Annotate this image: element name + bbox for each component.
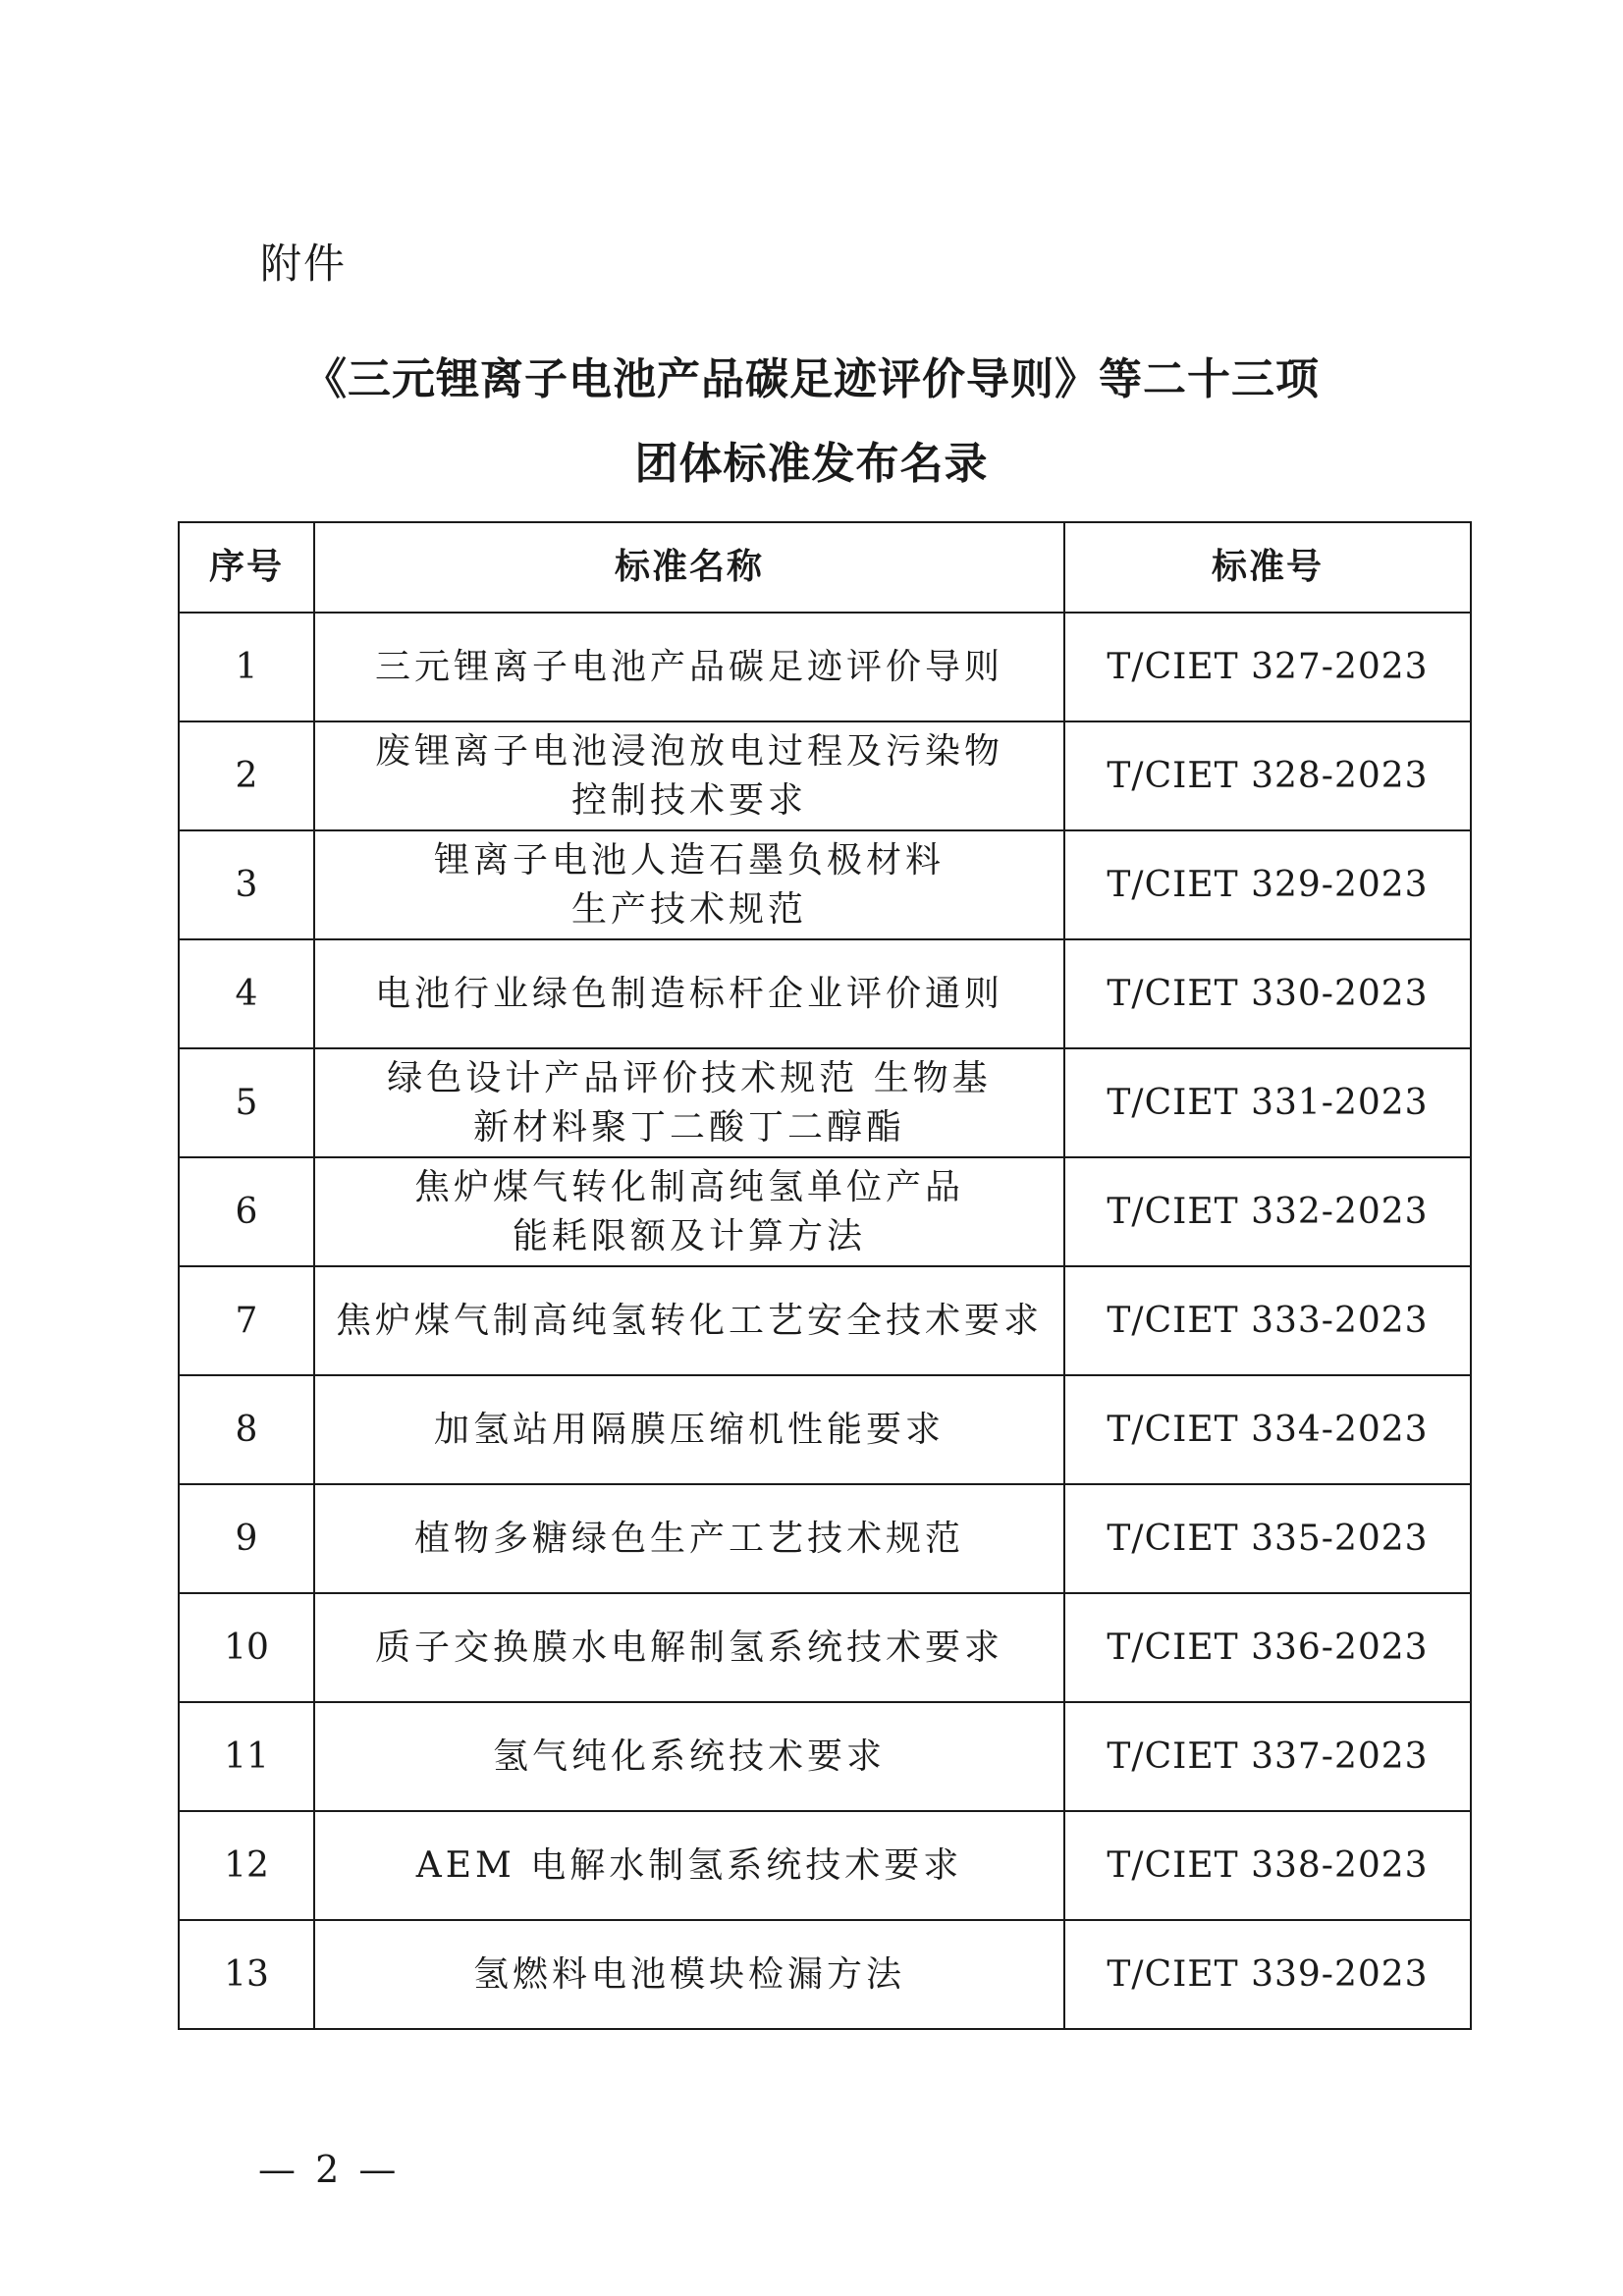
row-standard-name [314, 1484, 1064, 1593]
standard-name-line: 三元锂离子电池产品碳足迹评价导则 [374, 646, 1003, 687]
table-header-row [179, 522, 1471, 613]
row-standard-name [314, 1702, 1064, 1811]
table-row [179, 1157, 1471, 1266]
row-seq-number: 3 [179, 830, 314, 939]
row-seq-number: 8 [179, 1375, 314, 1484]
row-standard-name [314, 1157, 1064, 1266]
table-row [179, 939, 1471, 1048]
standard-name-line: 氢气纯化系统技术要求 [492, 1735, 886, 1777]
row-seq-number: 10 [179, 1593, 314, 1702]
table-row [179, 613, 1471, 721]
standard-name-line: 控制技术要求 [570, 779, 807, 821]
row-standard-name [314, 721, 1064, 830]
row-standard-code: T/CIET 330-2023 [1064, 939, 1471, 1048]
row-standard-code: T/CIET 331-2023 [1064, 1048, 1471, 1157]
row-seq-number: 5 [179, 1048, 314, 1157]
standard-name-line: 氢燃料电池模块检漏方法 [472, 1953, 905, 1995]
standard-name-line: 锂离子电池人造石墨负极材料 [433, 839, 945, 881]
row-seq-number: 9 [179, 1484, 314, 1593]
standard-name-line: 绿色设计产品评价技术规范 生物基 [387, 1057, 992, 1098]
column-header-seq: 序号 [179, 522, 314, 613]
row-seq-number: 12 [179, 1811, 314, 1920]
standard-name-line: 植物多糖绿色生产工艺技术规范 [413, 1518, 964, 1559]
row-seq-number: 1 [179, 613, 314, 721]
row-standard-name [314, 1266, 1064, 1375]
row-standard-code: T/CIET 335-2023 [1064, 1484, 1471, 1593]
row-seq-number: 2 [179, 721, 314, 830]
standards-table [178, 521, 1472, 2030]
column-header-name: 标准名称 [314, 522, 1064, 613]
table-row [179, 1593, 1471, 1702]
row-standard-name [314, 1920, 1064, 2029]
row-standard-code: T/CIET 337-2023 [1064, 1702, 1471, 1811]
row-standard-code: T/CIET 334-2023 [1064, 1375, 1471, 1484]
row-standard-name [314, 939, 1064, 1048]
row-standard-name [314, 1375, 1064, 1484]
column-header-code: 标准号 [1064, 522, 1471, 613]
row-seq-number: 11 [179, 1702, 314, 1811]
table-row [179, 830, 1471, 939]
row-seq-number: 4 [179, 939, 314, 1048]
standard-name-line: 生产技术规范 [570, 888, 807, 930]
row-standard-name [314, 1811, 1064, 1920]
standard-name-line: 加氢站用隔膜压缩机性能要求 [433, 1409, 945, 1450]
standard-name-line: 新材料聚丁二酸丁二醇酯 [472, 1106, 905, 1148]
table-row [179, 1920, 1471, 2029]
row-standard-name [314, 1048, 1064, 1157]
table-row [179, 1266, 1471, 1375]
row-standard-code: T/CIET 329-2023 [1064, 830, 1471, 939]
row-seq-number: 13 [179, 1920, 314, 2029]
table-row [179, 1811, 1471, 1920]
row-standard-code: T/CIET 328-2023 [1064, 721, 1471, 830]
row-standard-name [314, 613, 1064, 721]
table-row [179, 1375, 1471, 1484]
row-standard-code: T/CIET 338-2023 [1064, 1811, 1471, 1920]
document-title-line-1: 《三元锂离子电池产品碳足迹评价导则》等二十三项 [303, 354, 1320, 404]
table-row [179, 1702, 1471, 1811]
row-standard-code: T/CIET 327-2023 [1064, 613, 1471, 721]
standard-name-line: 能耗限额及计算方法 [512, 1215, 866, 1256]
page-number: — 2 — [258, 2148, 401, 2191]
standard-name-line: 焦炉煤气转化制高纯氢单位产品 [413, 1166, 964, 1207]
standard-name-line: 电池行业绿色制造标杆企业评价通则 [374, 973, 1003, 1014]
row-standard-code: T/CIET 339-2023 [1064, 1920, 1471, 2029]
row-seq-number: 7 [179, 1266, 314, 1375]
standard-name-line: 焦炉煤气制高纯氢转化工艺安全技术要求 [335, 1300, 1043, 1341]
row-standard-name [314, 1593, 1064, 1702]
standard-name-line: AEM 电解水制氢系统技术要求 [415, 1844, 963, 1886]
row-standard-name [314, 830, 1064, 939]
table-row [179, 721, 1471, 830]
attachment-label: 附件 [260, 240, 348, 288]
row-standard-code: T/CIET 333-2023 [1064, 1266, 1471, 1375]
table-row [179, 1048, 1471, 1157]
standard-name-line: 废锂离子电池浸泡放电过程及污染物 [374, 730, 1003, 772]
row-standard-code: T/CIET 336-2023 [1064, 1593, 1471, 1702]
standard-name-line: 质子交换膜水电解制氢系统技术要求 [374, 1627, 1003, 1668]
document-title-line-2: 团体标准发布名录 [634, 439, 989, 489]
row-seq-number: 6 [179, 1157, 314, 1266]
row-standard-code: T/CIET 332-2023 [1064, 1157, 1471, 1266]
table-row [179, 1484, 1471, 1593]
